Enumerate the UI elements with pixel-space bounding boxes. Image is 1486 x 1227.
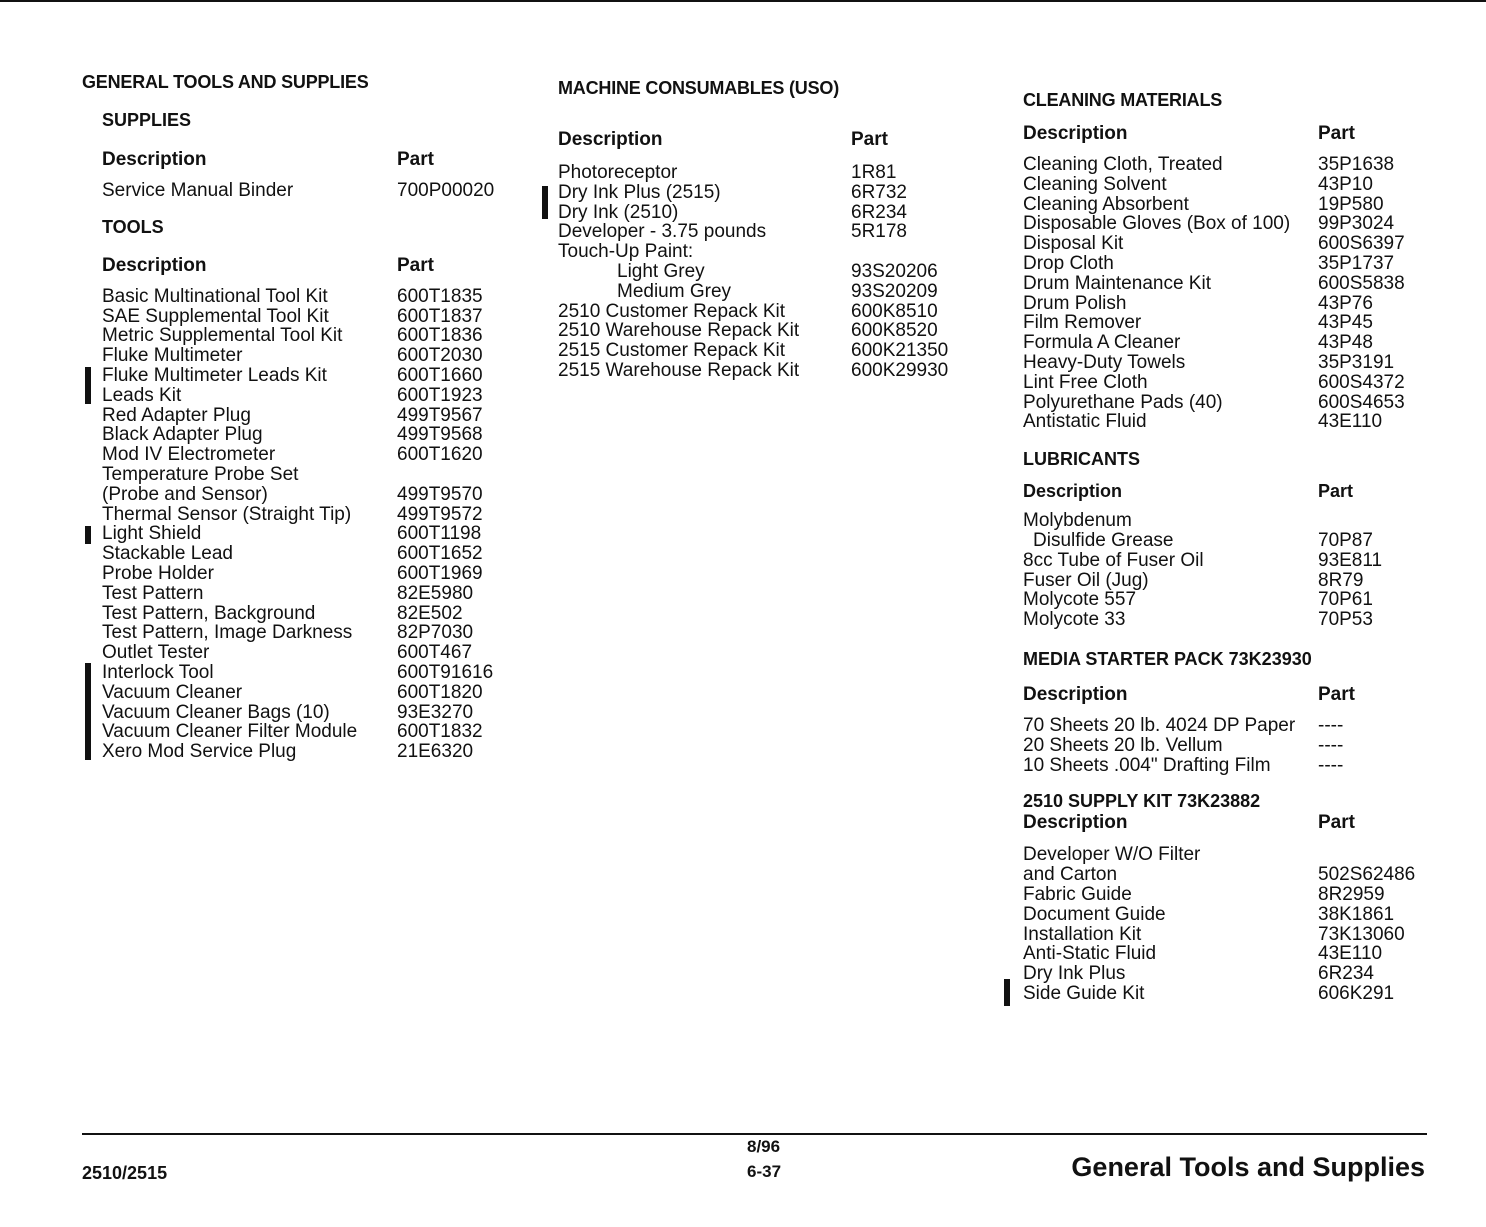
list-item: [102, 445, 512, 465]
item-part-number: 600T1652: [397, 543, 483, 565]
item-description: Outlet Tester: [102, 642, 210, 664]
list-item: [102, 742, 512, 762]
change-bar: [85, 526, 91, 544]
item-part-number: 606K291: [1318, 982, 1395, 1004]
item-part-number: 600K8520: [851, 320, 938, 342]
item-description: SAE Supplemental Tool Kit: [102, 305, 329, 327]
item-part-number: 70P61: [1318, 589, 1373, 611]
item-description: Drum Maintenance Kit: [1023, 272, 1211, 294]
list-item: [1023, 551, 1443, 571]
item-description: Cleaning Absorbent: [1023, 193, 1189, 215]
item-description: Drum Polish: [1023, 292, 1127, 314]
list-item: [102, 604, 512, 624]
list-item: [102, 505, 512, 525]
list-item: [1023, 373, 1443, 393]
item-description: Polyurethane Pads (40): [1023, 391, 1223, 413]
item-part-number: 600T1923: [397, 384, 483, 406]
item-description: Fabric Guide: [1023, 883, 1132, 905]
item-part-number: 93E811: [1318, 549, 1383, 571]
supplies-part-header: Part: [397, 149, 434, 170]
item-description: Touch-Up Paint:: [558, 241, 694, 263]
list-item: [1023, 274, 1443, 294]
list-item: [1023, 590, 1443, 610]
item-part-number: 600T1660: [397, 364, 483, 386]
list-item: [558, 262, 978, 282]
item-description: Heavy-Duty Towels: [1023, 351, 1186, 373]
item-description: Photoreceptor: [558, 162, 678, 183]
item-description: 70 Sheets 20 lb. 4024 DP Paper: [1023, 714, 1296, 736]
change-bar: [85, 367, 91, 404]
item-description: Antistatic Fluid: [1023, 411, 1147, 433]
item-description: 2510 Warehouse Repack Kit: [558, 320, 800, 342]
item-description: Disposal Kit: [1023, 233, 1124, 255]
media-list: [1023, 716, 1443, 775]
item-description: Temperature Probe Set: [102, 463, 299, 485]
item-part-number: 43P48: [1318, 332, 1373, 354]
tools-header: [102, 255, 512, 277]
list-item: [102, 346, 512, 366]
item-description: Document Guide: [1023, 903, 1166, 925]
list-item: [1023, 294, 1443, 314]
cleaning-description-header: Description: [1023, 123, 1128, 144]
list-item: [558, 222, 978, 242]
list-item: [1023, 234, 1443, 254]
item-description: Drop Cloth: [1023, 252, 1114, 274]
change-bar: [1004, 979, 1010, 1006]
item-part-number: 6R234: [1318, 963, 1374, 985]
list-item: [1023, 175, 1443, 195]
item-description: Service Manual Binder: [102, 180, 294, 201]
item-description: Red Adapter Plug: [102, 404, 251, 426]
item-description: Light Shield: [102, 523, 202, 545]
item-description: Metric Supplemental Tool Kit: [102, 325, 343, 347]
item-part-number: 600T1198: [397, 523, 482, 545]
list-item: [558, 321, 978, 341]
item-description: Cleaning Solvent: [1023, 173, 1167, 195]
page-top-border: [0, 0, 1486, 2]
item-description: Side Guide Kit: [1023, 982, 1145, 1004]
list-item: [1023, 333, 1443, 353]
item-part-number: 600T1837: [397, 305, 483, 327]
item-description: Developer - 3.75 pounds: [558, 221, 767, 243]
item-description: Stackable Lead: [102, 543, 233, 565]
item-part-number: 600K29930: [851, 359, 949, 381]
list-item: [1023, 944, 1443, 964]
item-part-number: 38K1861: [1318, 903, 1395, 925]
item-description: Formula A Cleaner: [1023, 332, 1181, 354]
item-part-number: 82P7030: [397, 622, 474, 644]
list-item: [102, 386, 512, 406]
item-description: Dry Ink Plus (2515): [558, 181, 721, 203]
item-part-number: 499T9572: [397, 503, 483, 525]
media-description-header: Description: [1023, 683, 1128, 705]
list-item: [1023, 571, 1443, 591]
item-part-number: 99P3024: [1318, 213, 1395, 235]
item-part-number: 8R2959: [1318, 883, 1385, 905]
list-item: [102, 366, 512, 386]
supplies-list: [102, 181, 512, 201]
list-item: [558, 183, 978, 203]
list-item: [1023, 984, 1443, 1004]
list-item: [102, 564, 512, 584]
cleaning-part-header: Part: [1318, 123, 1355, 144]
item-part-number: 1R81: [851, 162, 897, 183]
machine-description-header: Description: [558, 129, 663, 150]
cleaning-column: [1023, 89, 1443, 1004]
list-item: [558, 341, 978, 361]
item-part-number: 502S62486: [1318, 864, 1416, 886]
item-part-number: ----: [1318, 734, 1344, 756]
item-part-number: 600T1620: [397, 444, 483, 466]
supplies-description-header: Description: [102, 149, 207, 170]
item-description: Fluke Multimeter Leads Kit: [102, 364, 327, 386]
item-description: Test Pattern: [102, 582, 204, 604]
item-description: Test Pattern, Image Darkness: [102, 622, 353, 644]
list-item: [102, 425, 512, 445]
item-description: Black Adapter Plug: [102, 424, 263, 446]
list-item: [1023, 531, 1443, 551]
list-item: [1023, 412, 1443, 432]
item-part-number: 600T1832: [397, 721, 483, 743]
item-part-number: 600T91616: [397, 661, 494, 683]
item-part-number: 600S4372: [1318, 371, 1405, 393]
item-description: Dry Ink Plus: [1023, 963, 1126, 985]
item-part-number: ----: [1318, 714, 1344, 736]
lubricants-title: LUBRICANTS: [1023, 449, 1140, 470]
item-part-number: 600K8510: [851, 300, 938, 322]
list-item: [1023, 393, 1443, 413]
list-item: [102, 485, 512, 505]
list-item: [1023, 905, 1443, 925]
item-part-number: 499T9567: [397, 404, 483, 426]
machine-consumables-title: MACHINE CONSUMABLES (USO): [558, 78, 839, 98]
list-item: [1023, 736, 1443, 756]
item-description: Vacuum Cleaner Bags (10): [102, 701, 330, 723]
list-item: [102, 544, 512, 564]
change-bar: [85, 663, 91, 760]
item-part-number: 8R79: [1318, 569, 1364, 591]
list-item: [102, 663, 512, 683]
item-description: Light Grey: [617, 260, 705, 282]
item-description: Lint Free Cloth: [1023, 371, 1148, 393]
supply-kit-list: [1023, 845, 1443, 1003]
item-description: Interlock Tool: [102, 661, 214, 683]
item-description: Disposable Gloves (Box of 100): [1023, 213, 1291, 235]
list-item: [558, 361, 978, 381]
list-item: [1023, 610, 1443, 630]
list-item: [102, 465, 512, 485]
item-part-number: ----: [1318, 754, 1344, 776]
list-item: [558, 282, 978, 302]
list-item: [1023, 756, 1443, 776]
item-part-number: 600T1836: [397, 325, 483, 347]
item-description: Basic Multinational Tool Kit: [102, 285, 328, 307]
item-part-number: 6R234: [851, 201, 907, 223]
list-item: [1023, 195, 1443, 215]
item-description: 2510 Customer Repack Kit: [558, 300, 786, 322]
item-part-number: 73K13060: [1318, 923, 1405, 945]
item-part-number: 600S6397: [1318, 233, 1405, 255]
general-tools-title: GENERAL TOOLS AND SUPPLIES: [82, 72, 369, 92]
supply-kit-header: [1023, 812, 1443, 834]
item-part-number: 82E502: [397, 602, 463, 624]
item-description: Test Pattern, Background: [102, 602, 316, 624]
item-description: Vacuum Cleaner: [102, 681, 243, 703]
item-description: Leads Kit: [102, 384, 182, 406]
list-item: [102, 703, 512, 723]
tools-title: TOOLS: [102, 216, 164, 237]
item-description: Mod IV Electrometer: [102, 444, 276, 466]
item-part-number: 600T1835: [397, 285, 483, 307]
media-header: [1023, 684, 1443, 706]
machine-consumables-column: [558, 77, 978, 381]
lubricants-header: [1023, 480, 1443, 502]
media-part-header: Part: [1318, 683, 1355, 705]
item-part-number: 600T1969: [397, 562, 483, 584]
footer-section-title: General Tools and Supplies: [1071, 1152, 1425, 1182]
item-part-number: 43P45: [1318, 312, 1373, 334]
item-description: Xero Mod Service Plug: [102, 741, 297, 763]
item-part-number: 43P10: [1318, 173, 1373, 195]
machine-part-header: Part: [851, 129, 888, 150]
item-part-number: 600T467: [397, 642, 473, 664]
list-item: [558, 302, 978, 322]
item-description: Developer W/O Filter: [1023, 844, 1201, 866]
change-bar: [542, 186, 548, 219]
list-item: [102, 307, 512, 327]
item-part-number: 82E5980: [397, 582, 474, 604]
supply-kit-part-header: Part: [1318, 812, 1355, 834]
item-part-number: 600T1820: [397, 681, 483, 703]
item-description: Medium Grey: [617, 280, 732, 302]
supply-kit-description-header: Description: [1023, 812, 1128, 834]
item-description: 20 Sheets 20 lb. Vellum: [1023, 734, 1223, 756]
list-item: [102, 524, 512, 544]
item-part-number: 600K21350: [851, 340, 949, 362]
item-part-number: 43E110: [1318, 943, 1383, 965]
item-part-number: 93E3270: [397, 701, 474, 723]
item-description: 2515 Warehouse Repack Kit: [558, 359, 800, 381]
tools-part-header: Part: [397, 254, 434, 276]
item-description: Disulfide Grease: [1033, 529, 1174, 551]
item-part-number: 5R178: [851, 221, 907, 243]
list-item: [1023, 964, 1443, 984]
supply-kit-title: 2510 SUPPLY KIT 73K23882: [1023, 791, 1261, 812]
footer-rule: [82, 1133, 1427, 1135]
list-item: [1023, 865, 1443, 885]
footer-model-number: 2510/2515: [82, 1163, 168, 1183]
footer-revision-date: 8/96: [747, 1137, 781, 1156]
item-part-number: 600S5838: [1318, 272, 1405, 294]
list-item: [1023, 511, 1443, 531]
supplies-title: SUPPLIES: [102, 110, 192, 130]
item-part-number: 600T2030: [397, 345, 483, 367]
cleaning-list: [1023, 155, 1443, 432]
list-item: [1023, 313, 1443, 333]
list-item: [102, 623, 512, 643]
item-description: Fluke Multimeter: [102, 345, 243, 367]
list-item: [102, 181, 512, 201]
list-item: [102, 643, 512, 663]
list-item: [102, 406, 512, 426]
item-description: Dry Ink (2510): [558, 201, 679, 223]
item-part-number: 93S20209: [851, 280, 938, 302]
item-part-number: 35P1638: [1318, 154, 1395, 175]
item-description: Fuser Oil (Jug): [1023, 569, 1149, 591]
item-description: 2515 Customer Repack Kit: [558, 340, 786, 362]
cleaning-header: [1023, 123, 1443, 145]
list-item: [102, 683, 512, 703]
item-description: 10 Sheets .004" Drafting Film: [1023, 754, 1271, 776]
tools-description-header: Description: [102, 254, 207, 276]
item-description: Thermal Sensor (Straight Tip): [102, 503, 352, 525]
item-description: Molybdenum: [1023, 510, 1132, 532]
list-item: [558, 242, 978, 262]
item-description: and Carton: [1023, 864, 1118, 886]
item-part-number: 21E6320: [397, 741, 474, 763]
supplies-header: [102, 149, 512, 171]
item-part-number: 43P76: [1318, 292, 1373, 314]
item-part-number: 499T9570: [397, 483, 483, 505]
list-item: [1023, 155, 1443, 175]
lubricants-description-header: Description: [1023, 481, 1123, 502]
item-description: Molycote 33: [1023, 609, 1126, 631]
list-item: [102, 287, 512, 307]
general-tools-column: [82, 71, 512, 762]
item-part-number: 700P00020: [397, 180, 495, 201]
item-description: Cleaning Cloth, Treated: [1023, 154, 1223, 175]
list-item: [558, 203, 978, 223]
item-description: Installation Kit: [1023, 923, 1142, 945]
item-description: Film Remover: [1023, 312, 1142, 334]
item-part-number: 70P87: [1318, 529, 1373, 551]
media-starter-pack-title: MEDIA STARTER PACK 73K23930: [1023, 648, 1312, 669]
list-item: [1023, 353, 1443, 373]
list-item: [102, 584, 512, 604]
item-part-number: 93S20206: [851, 260, 938, 282]
item-part-number: 499T9568: [397, 424, 483, 446]
list-item: [558, 163, 978, 183]
machine-header: [558, 129, 978, 151]
tools-list: [102, 287, 512, 762]
lubricants-list: [1023, 511, 1443, 630]
lubricants-part-header: Part: [1318, 481, 1354, 502]
item-part-number: 19P580: [1318, 193, 1384, 215]
item-part-number: 70P53: [1318, 609, 1373, 631]
item-description: Molycote 557: [1023, 589, 1137, 611]
list-item: [1023, 845, 1443, 865]
list-item: [1023, 214, 1443, 234]
footer-page-number: 6-37: [747, 1162, 782, 1181]
item-description: Anti-Static Fluid: [1023, 943, 1157, 965]
list-item: [1023, 885, 1443, 905]
item-part-number: 6R732: [851, 181, 907, 203]
list-item: [1023, 716, 1443, 736]
item-part-number: 35P1737: [1318, 252, 1395, 274]
item-description: Probe Holder: [102, 562, 214, 584]
list-item: [1023, 254, 1443, 274]
item-part-number: 600S4653: [1318, 391, 1405, 413]
item-part-number: 35P3191: [1318, 351, 1395, 373]
list-item: [102, 722, 512, 742]
item-description: 8cc Tube of Fuser Oil: [1023, 549, 1204, 571]
item-part-number: 43E110: [1318, 411, 1383, 433]
cleaning-materials-title: CLEANING MATERIALS: [1023, 90, 1223, 110]
list-item: [102, 326, 512, 346]
list-item: [1023, 925, 1443, 945]
machine-list: [558, 163, 978, 381]
item-description: (Probe and Sensor): [102, 483, 268, 505]
item-description: Vacuum Cleaner Filter Module: [102, 721, 358, 743]
